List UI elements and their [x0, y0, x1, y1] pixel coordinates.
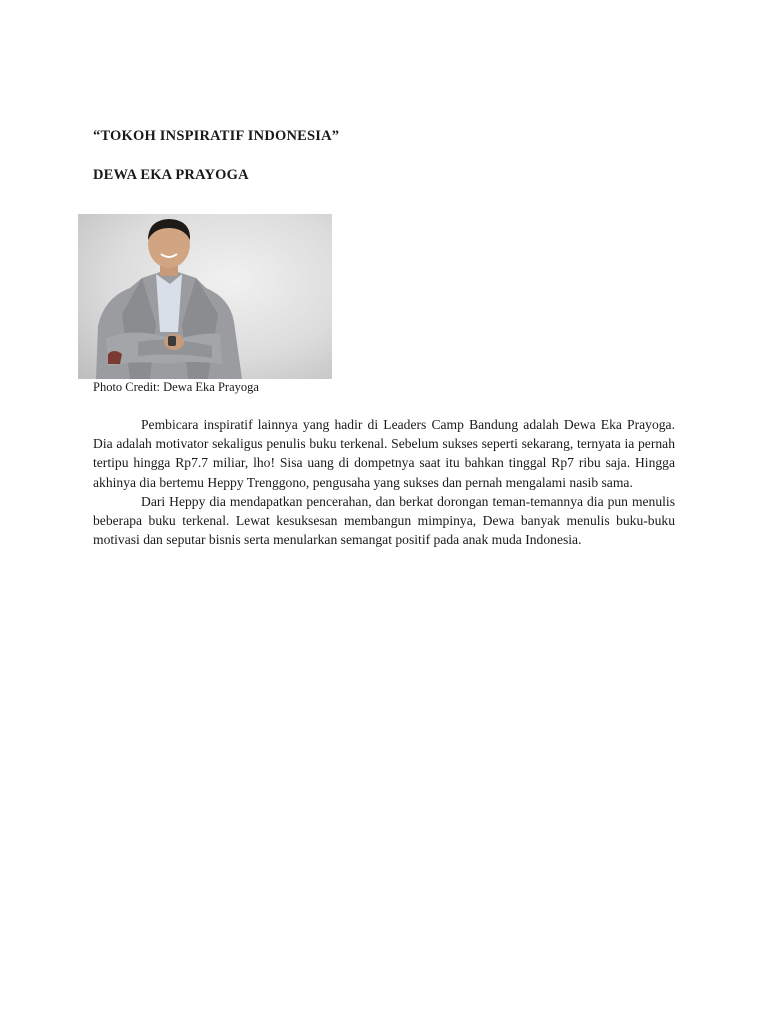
photo-caption: Photo Credit: Dewa Eka Prayoga [93, 380, 259, 394]
portrait-illustration [78, 214, 332, 379]
portrait-photo [78, 214, 332, 379]
paragraph: Pembicara inspiratif lainnya yang hadir di Leaders Camp Bandung adalah Dewa Eka Prayoga. Dia adalah motivator sekaligus penulis buku terkenal. Sebelum sukses seperti sekarang, ternyata ia pernah tertipu hingga Rp7.7 miliar, lho! Sisa uang di dompetnya saat itu bahkan tinggal Rp7 ribu saja. Hingga akhinya dia bertemu Heppy Trenggono, pengusaha yang sukses dan pernah mengalami nasib sama. [93, 417, 675, 490]
subject-name: DEWA EKA PRAYOGA [93, 167, 249, 183]
document-title: “TOKOH INSPIRATIF INDONESIA” [93, 128, 340, 144]
paragraph: Dari Heppy dia mendapatkan pencerahan, dan berkat dorongan teman-temannya dia pun menulis beberapa buku terkenal. Lewat kesuksesan membangun mimpinya, Dewa banyak menulis buku-buku motivasi dan seputar bisnis serta menularkan semangat positif pada anak muda Indonesia. [93, 493, 675, 548]
article-body [93, 415, 675, 549]
